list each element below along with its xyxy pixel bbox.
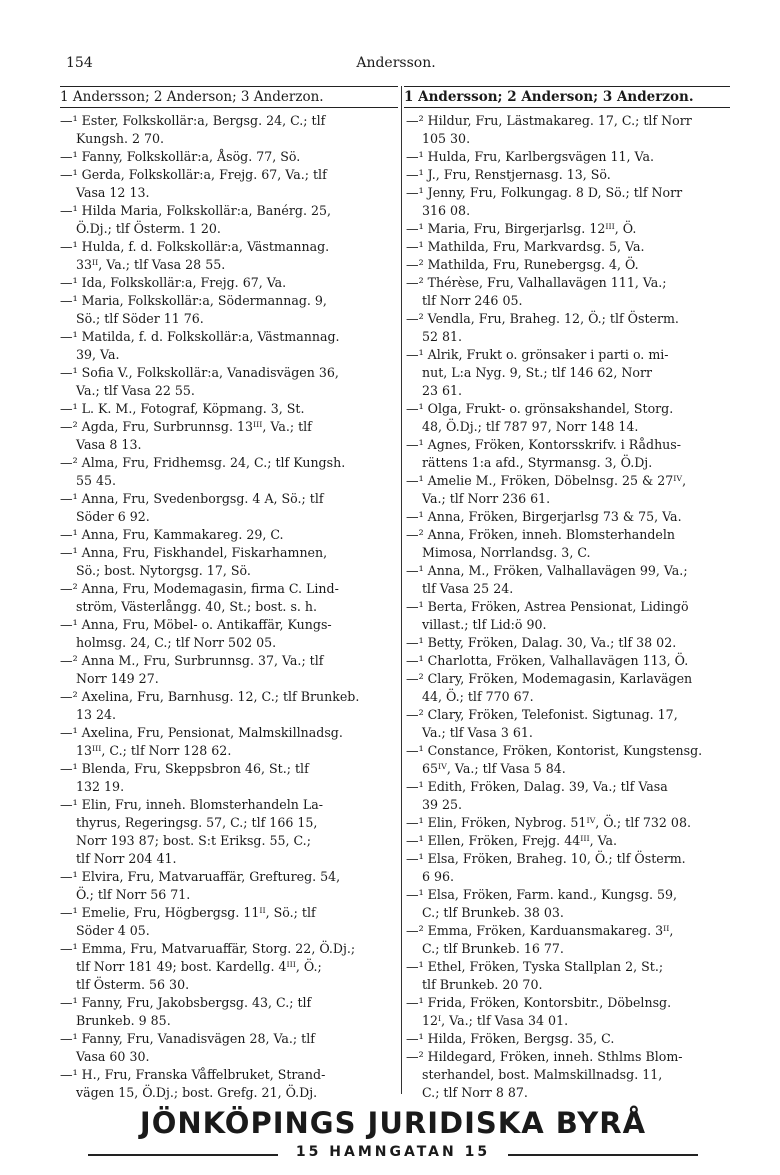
directory-entry-continuation: ström, Västerlångg. 40, St.; bost. s. h. <box>76 599 318 614</box>
directory-entry-continuation: vägen 15, Ö.Dj.; bost. Grefg. 21, Ö.Dj. <box>76 1085 318 1100</box>
directory-entry-continuation: Ö.Dj.; tlf Österm. 1 20. <box>76 221 221 236</box>
directory-entry: —¹ Mathilda, Fru, Markvardsg. 5, Va. <box>406 239 645 254</box>
directory-entry-continuation: tlf Norr 246 05. <box>422 293 523 308</box>
directory-entry-continuation: 316 08. <box>422 203 471 218</box>
directory-entry-continuation: 39, Va. <box>76 347 120 362</box>
directory-entry: —¹ Anna, Fru, Kammakareg. 29, C. <box>60 527 284 542</box>
right-column <box>406 112 732 1102</box>
directory-entry: —¹ Hulda, Fru, Karlbergsvägen 11, Va. <box>406 149 654 164</box>
directory-entry: —¹ Ethel, Fröken, Tyska Stallplan 2, St.; <box>406 959 664 974</box>
directory-entry-continuation: 105 30. <box>422 131 471 146</box>
directory-entry-continuation: C.; tlf Brunkeb. 38 03. <box>422 905 564 920</box>
directory-entry: —² Agda, Fru, Surbrunnsg. 13ᴵᴵᴵ, Va.; tlf <box>60 419 312 434</box>
directory-entry: —² Thérèse, Fru, Valhallavägen 111, Va.; <box>406 275 667 290</box>
right-decorative-rule <box>508 1154 698 1156</box>
directory-entry: —¹ Anna, M., Fröken, Valhallavägen 99, Va.; <box>406 563 688 578</box>
directory-entry-continuation: C.; tlf Norr 8 87. <box>422 1085 528 1100</box>
directory-entry-continuation: Va.; tlf Vasa 3 61. <box>422 725 533 740</box>
directory-entry-continuation: 13 24. <box>76 707 117 722</box>
directory-entry: —¹ Fanny, Folkskollär:a, Åsög. 77, Sö. <box>60 149 301 164</box>
directory-entry-continuation: tlf Brunkeb. 20 70. <box>422 977 543 992</box>
directory-entry: —² Mathilda, Fru, Runebergsg. 4, Ö. <box>406 257 639 272</box>
directory-entry: —² Anna M., Fru, Surbrunnsg. 37, Va.; tlf <box>60 653 324 668</box>
directory-entry: —¹ Emelie, Fru, Högbergsg. 11ᴵᴵ, Sö.; tlf <box>60 905 316 920</box>
directory-entry: —² Hildur, Fru, Lästmakareg. 17, C.; tlf Norr <box>406 113 692 128</box>
directory-entry: —¹ Jenny, Fru, Folkungag. 8 D, Sö.; tlf Norr <box>406 185 683 200</box>
directory-entry-continuation: 13ᴵᴵᴵ, C.; tlf Norr 128 62. <box>76 743 232 758</box>
directory-entry: —¹ Matilda, f. d. Folkskollär:a, Västmannag. <box>60 329 340 344</box>
directory-entry-continuation: 52 81. <box>422 329 463 344</box>
directory-entry: —² Emma, Fröken, Karduansmakareg. 3ᴵᴵ, <box>406 923 674 938</box>
directory-entry-continuation: Sö.; tlf Söder 11 76. <box>76 311 204 326</box>
directory-entry: —¹ Agnes, Fröken, Kontorsskrifv. i Rådhus- <box>406 437 682 452</box>
directory-entry-continuation: 65ᴵⱽ, Va.; tlf Vasa 5 84. <box>422 761 566 776</box>
directory-entry-continuation: 48, Ö.Dj.; tlf 787 97, Norr 148 14. <box>422 419 639 434</box>
directory-entry-continuation: Söder 6 92. <box>76 509 150 524</box>
directory-entry-continuation: tlf Norr 204 41. <box>76 851 177 866</box>
directory-entry-continuation: 23 61. <box>422 383 463 398</box>
left-column <box>60 112 396 1102</box>
directory-entry: —¹ Hilda, Fröken, Bergsg. 35, C. <box>406 1031 615 1046</box>
directory-entry-continuation: 132 19. <box>76 779 125 794</box>
directory-entry: —¹ Hulda, f. d. Folkskollär:a, Västmannag. <box>60 239 330 254</box>
directory-entry-continuation: Vasa 12 13. <box>76 185 150 200</box>
directory-entry: —² Anna, Fröken, inneh. Blomsterhandeln <box>406 527 676 542</box>
directory-entry-continuation: Vasa 60 30. <box>76 1049 150 1064</box>
directory-entry: —² Clary, Fröken, Modemagasin, Karlavägen <box>406 671 693 686</box>
directory-entry-continuation: 6 96. <box>422 869 455 884</box>
directory-entry: —² Clary, Fröken, Telefonist. Sigtunag. 17, <box>406 707 678 722</box>
directory-entry-continuation: 55 45. <box>76 473 117 488</box>
directory-entry: —² Hildegard, Fröken, inneh. Sthlms Blom- <box>406 1049 683 1064</box>
directory-entry-continuation: rättens 1:a afd., Styrmansg. 3, Ö.Dj. <box>422 455 653 470</box>
directory-entry-continuation: Brunkeb. 9 85. <box>76 1013 171 1028</box>
directory-entry: —¹ Elsa, Fröken, Braheg. 10, Ö.; tlf Österm. <box>406 851 686 866</box>
directory-entry-continuation: holmsg. 24, C.; tlf Norr 502 05. <box>76 635 277 650</box>
directory-entry: —¹ Elsa, Fröken, Farm. kand., Kungsg. 59, <box>406 887 678 902</box>
directory-entry: —¹ Berta, Fröken, Astrea Pensionat, Lidingö <box>406 599 689 614</box>
directory-entry: —¹ Elin, Fru, inneh. Blomsterhandeln La- <box>60 797 324 812</box>
directory-entry-continuation: Sö.; bost. Nytorgsg. 17, Sö. <box>76 563 251 578</box>
directory-entry-continuation: Va.; tlf Norr 236 61. <box>422 491 551 506</box>
directory-entry: —¹ Hilda Maria, Folkskollär:a, Banérg. 25, <box>60 203 331 218</box>
directory-entry: —¹ Axelina, Fru, Pensionat, Malmskillnadsg. <box>60 725 343 740</box>
directory-entry: —¹ Maria, Fru, Birgerjarlsg. 12ᴵᴵᴵ, Ö. <box>406 221 637 236</box>
right-column-heading: 1 Andersson; 2 Anderson; 3 Anderzon. <box>404 86 730 108</box>
advertisement-title: JÖNKÖPINGS JURIDISKA BYRÅ <box>139 1106 647 1140</box>
directory-entry-continuation: thyrus, Regeringsg. 57, C.; tlf 166 15, <box>76 815 318 830</box>
directory-entry-continuation: 39 25. <box>422 797 463 812</box>
directory-entry: —¹ Frida, Fröken, Kontorsbitr., Döbelnsg. <box>406 995 672 1010</box>
directory-entry-continuation: Ö.; tlf Norr 56 71. <box>76 887 191 902</box>
column-divider <box>401 86 402 1094</box>
directory-entry-continuation: 33ᴵᴵ, Va.; tlf Vasa 28 55. <box>76 257 226 272</box>
directory-entry: —¹ Blenda, Fru, Skeppsbron 46, St.; tlf <box>60 761 309 776</box>
directory-entry: —¹ Fanny, Fru, Jakobsbergsg. 43, C.; tlf <box>60 995 312 1010</box>
directory-entry: —¹ Anna, Fru, Möbel- o. Antikaffär, Kungs- <box>60 617 332 632</box>
directory-entry-continuation: C.; tlf Brunkeb. 16 77. <box>422 941 564 956</box>
directory-entry-continuation: Norr 193 87; bost. S:t Eriksg. 55, C.; <box>76 833 311 848</box>
directory-entry-continuation: 44, Ö.; tlf 770 67. <box>422 689 534 704</box>
page-number: 154 <box>66 55 93 71</box>
directory-entry-continuation: sterhandel, bost. Malmskillnadsg. 11, <box>422 1067 663 1082</box>
directory-entry-continuation: Kungsh. 2 70. <box>76 131 165 146</box>
directory-entry-continuation: villast.; tlf Lid:ö 90. <box>422 617 547 632</box>
directory-entry-continuation: Norr 149 27. <box>76 671 159 686</box>
directory-entry: —¹ Sofia V., Folkskollär:a, Vanadisvägen 36, <box>60 365 339 380</box>
directory-entry: —¹ Anna, Fröken, Birgerjarlsg 73 & 75, Va. <box>406 509 682 524</box>
directory-entry: —¹ L. K. M., Fotograf, Köpmang. 3, St. <box>60 401 305 416</box>
directory-entry-continuation: nut, L:a Nyg. 9, St.; tlf 146 62, Norr <box>422 365 653 380</box>
directory-entry: —¹ Fanny, Fru, Vanadisvägen 28, Va.; tlf <box>60 1031 315 1046</box>
directory-entry: —¹ Elvira, Fru, Matvaruaffär, Greftureg. 54, <box>60 869 341 884</box>
directory-entry: —¹ Ester, Folkskollär:a, Bergsg. 24, C.; tlf <box>60 113 326 128</box>
directory-entry: —² Anna, Fru, Modemagasin, firma C. Lind- <box>60 581 339 596</box>
directory-entry: —¹ Emma, Fru, Matvaruaffär, Storg. 22, Ö.Dj.; <box>60 941 356 956</box>
directory-entry-continuation: Va.; tlf Vasa 22 55. <box>76 383 195 398</box>
directory-entry-continuation: tlf Vasa 25 24. <box>422 581 514 596</box>
directory-entry-continuation: Söder 4 05. <box>76 923 150 938</box>
running-head <box>66 55 726 75</box>
directory-entry: —² Axelina, Fru, Barnhusg. 12, C.; tlf Brunkeb. <box>60 689 360 704</box>
directory-entry: —¹ J., Fru, Renstjernasg. 13, Sö. <box>406 167 611 182</box>
directory-entry: —¹ Ida, Folkskollär:a, Frejg. 67, Va. <box>60 275 287 290</box>
directory-entry: —¹ Constance, Fröken, Kontorist, Kungstensg. <box>406 743 703 758</box>
directory-entry: —¹ Maria, Folkskollär:a, Södermannag. 9, <box>60 293 327 308</box>
directory-entry-continuation: tlf Norr 181 49; bost. Kardellg. 4ᴵᴵᴵ, Ö.; <box>76 959 322 974</box>
directory-entry-continuation: 12ᴵ, Va.; tlf Vasa 34 01. <box>422 1013 569 1028</box>
running-surname: Andersson. <box>356 55 436 71</box>
directory-entry: —² Alma, Fru, Fridhemsg. 24, C.; tlf Kungsh. <box>60 455 346 470</box>
directory-entry: —¹ Charlotta, Fröken, Valhallavägen 113, Ö. <box>406 653 689 668</box>
directory-entry: —¹ H., Fru, Franska Våffelbruket, Strand- <box>60 1067 326 1082</box>
directory-entry: —¹ Amelie M., Fröken, Döbelnsg. 25 & 27ᴵⱽ, <box>406 473 687 488</box>
directory-entry: —² Vendla, Fru, Braheg. 12, Ö.; tlf Österm. <box>406 311 679 326</box>
directory-entry: —¹ Alrik, Frukt o. grönsaker i parti o. mi- <box>406 347 669 362</box>
directory-entry: —¹ Ellen, Fröken, Frejg. 44ᴵᴵᴵ, Va. <box>406 833 618 848</box>
advertisement-address: 15 HAMNGATAN 15 <box>295 1144 491 1160</box>
directory-entry-continuation: Mimosa, Norrlandsg. 3, C. <box>422 545 591 560</box>
left-column-heading: 1 Andersson; 2 Anderson; 3 Anderzon. <box>60 86 398 108</box>
directory-entry: —¹ Edith, Fröken, Dalag. 39, Va.; tlf Vasa <box>406 779 668 794</box>
advertisement-address-line <box>58 1144 728 1164</box>
directory-entry-continuation: tlf Österm. 56 30. <box>76 977 190 992</box>
directory-entry: —¹ Gerda, Folkskollär:a, Frejg. 67, Va.; tlf <box>60 167 327 182</box>
directory-entry: —¹ Elin, Fröken, Nybrog. 51ᴵⱽ, Ö.; tlf 732 08. <box>406 815 691 830</box>
directory-entry: —¹ Anna, Fru, Svedenborgsg. 4 A, Sö.; tlf <box>60 491 324 506</box>
directory-entry: —¹ Olga, Frukt- o. grönsakshandel, Storg. <box>406 401 674 416</box>
directory-entry-continuation: Vasa 8 13. <box>76 437 142 452</box>
directory-entry: —¹ Anna, Fru, Fiskhandel, Fiskarhamnen, <box>60 545 328 560</box>
directory-entry: —¹ Betty, Fröken, Dalag. 30, Va.; tlf 38 02. <box>406 635 677 650</box>
